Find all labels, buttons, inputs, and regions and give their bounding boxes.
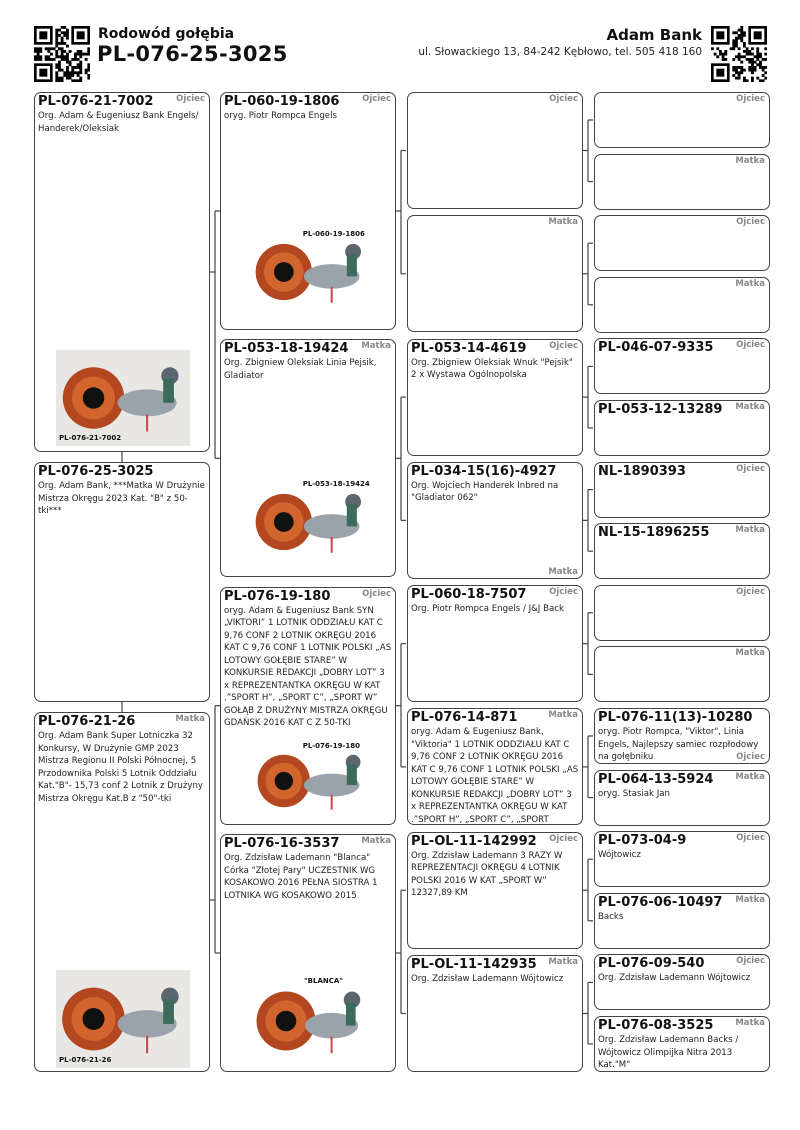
dam-photo <box>56 970 190 1068</box>
photo-caption: "BLANCA" <box>304 977 343 985</box>
pigeon-description: Org. Zbigniew Oleksiak Wnuk "Pejsik" 2 x Wystawa Ogólnopolska <box>411 357 573 381</box>
ring-number: PL-076-06-10497 <box>598 894 723 910</box>
ancestor-card-gen4[interactable] <box>594 893 770 949</box>
sire-label: Ojciec <box>549 833 578 844</box>
ancestor-card-gen3[interactable] <box>407 92 583 209</box>
ring-number: NL-1890393 <box>598 463 686 479</box>
ancestor-card-gen4[interactable] <box>594 154 770 210</box>
pigeon-description: Org. Zdzisław Lademann Wójtowicz <box>411 974 564 984</box>
pigeon-description: Org. Wojciech Handerek Inbred na "Gladiator 062" <box>411 480 559 504</box>
pigeon-photo <box>246 478 372 566</box>
ancestor-card-gen3[interactable] <box>407 585 583 702</box>
ancestor-card-gen3[interactable] <box>407 955 583 1072</box>
pigeon-description: Org. Adam & Eugeniusz Bank Engels/ Handerek/Oleksiak <box>38 111 199 134</box>
dam-label: Matka <box>735 278 765 289</box>
dam-label: Matka <box>735 648 765 659</box>
sire-label: Ojciec <box>736 94 765 104</box>
pigeon-description: Wójtowicz <box>598 850 641 861</box>
photo-caption: PL-076-21-26 <box>59 1056 112 1064</box>
ring-number: PL-OL-11-142992 <box>411 833 537 849</box>
ancestor-card-gen4[interactable] <box>594 462 770 518</box>
ancestor-card-gen4[interactable] <box>594 708 770 764</box>
dam-label: Matka <box>548 957 578 967</box>
sire-label: Ojciec <box>736 833 765 844</box>
ring-number: PL-076-25-3025 <box>38 464 154 479</box>
ancestor-card-gen4[interactable] <box>594 954 770 1010</box>
pigeon-photo <box>246 740 372 822</box>
dam-label: Matka <box>361 341 391 352</box>
photo-caption: PL-076-19-180 <box>302 742 360 750</box>
breeder-name: Adam Bank <box>606 26 702 44</box>
ancestor-card-gen4[interactable] <box>594 646 770 702</box>
dam-label: Matka <box>361 836 391 846</box>
ancestor-card-gen4[interactable] <box>594 585 770 641</box>
pigeon-description: Org. Zdzisław Lademann 3 RAZY W REPREZENTACJI OKRĘGU 4 LOTNIK POLSKI 2016 W KAT „SPORT W” 12327,89 KM <box>411 850 563 899</box>
ancestor-card-gen4[interactable] <box>594 215 770 271</box>
ring-number: PL-076-19-180 <box>224 588 331 604</box>
dam-label: Matka <box>735 525 765 536</box>
sire-label: Ojciec <box>549 340 578 351</box>
dam-label: Matka <box>735 402 765 412</box>
pigeon-photo <box>246 228 372 316</box>
dam-label: Matka <box>548 710 578 721</box>
ancestor-card-gen4[interactable] <box>594 400 770 456</box>
ring-number: PL-060-19-1806 <box>224 94 340 109</box>
ring-number: PL-073-04-9 <box>598 833 687 849</box>
pigeon-description: oryg. Adam & Eugeniusz Bank, "Viktoria" 1 LOTNIK ODDZIAŁU KAT C 9,76 CONF 2 LOTNIK OKRĘGU 2016 KAT C 9,76 CONF 1 LOTNIK POLSKI „AS LOTOWY GOŁĘBIE STARE” W KONKURSIE REDAKCJI „DOBRY LOT” 3 x REPREZENTANTKA OKRĘGU W KAT .”SPORT H”, „SPORT C”, „SPORT <box>411 727 579 825</box>
pigeon-description: oryg. Piotr Rompca, "Viktor", Linia Engels, Najlepszy samiec rozpłodowy na gołębniku <box>598 727 759 762</box>
pigeon-ring-number: PL-076-25-3025 <box>97 42 288 66</box>
dam-label: Matka <box>548 217 578 228</box>
pigeon-description: Org. Zbigniew Oleksiak Linia Pejsik, Gladiator <box>224 358 377 381</box>
sire-label: Ojciec <box>736 956 765 967</box>
ring-number: PL-060-18-7507 <box>411 587 527 603</box>
pigeon-description: oryg. Stasiak Jan <box>598 788 670 799</box>
ancestor-card-gen3[interactable] <box>407 832 583 949</box>
dam-label: Matka <box>735 894 765 905</box>
document-title: Rodowód gołębia <box>98 26 235 42</box>
pigeon-description: Org. Adam Bank Super Lotniczka 32 Konkursy, W Drużynie GMP 2023 Mistrza Regionu II Polski Północnej, 5 Przodownika Polski 5 Lotnik Oddziału Kat."B"- 15,73 conf 2 Lotnik z Drużyny Mistrza Okręgu Kat.B z "50"-tki <box>38 731 203 804</box>
breeder-address: ul. Słowackiego 13, 84-242 Kębłowo, tel. 505 418 160 <box>418 46 702 58</box>
sire-label: Ojciec <box>736 586 765 597</box>
sire-label: Ojciec <box>736 340 765 351</box>
ancestor-card-gen4[interactable] <box>594 277 770 333</box>
ancestor-card-gen4[interactable] <box>594 338 770 394</box>
ancestor-card-gen4[interactable] <box>594 770 770 826</box>
pigeon-description: oryg. Adam & Eugeniusz Bank SYN „VIKTORI” 1 LOTNIK ODDZIAŁU KAT C 9,76 CONF 2 LOTNIK OKRĘGU 2016 KAT C 9,76 CONF 1 LOTNIK POLSKI „AS LOTOWY GOŁĘBIE STARE” W KONKURSIE REDAKCJI „DOBRY LOT” 3 x REPREZENTANTKA OKRĘGU W KAT .”SPORT H”, „SPORT C”, „SPORT W” GOŁĄB Z DRUŻYNY MISTRZA OKRĘGU GDAŃSK 2016 KAT C Z 50-TKI <box>224 605 392 729</box>
ancestor-card-gen4[interactable] <box>594 831 770 887</box>
ancestor-card-gen3[interactable] <box>407 708 583 825</box>
pigeon-description: Org. Zdzisław Lademann Wójtowicz <box>598 973 751 984</box>
ring-number: PL-076-11(13)-10280 <box>598 710 753 725</box>
photo-caption: PL-076-21-7002 <box>59 434 122 442</box>
ancestor-card-gen4[interactable] <box>594 92 770 148</box>
ancestor-card-gen4[interactable] <box>594 1016 770 1072</box>
subject-card[interactable] <box>34 462 210 702</box>
pigeon-photo <box>250 975 370 1067</box>
ring-number: PL-076-08-3525 <box>598 1018 714 1033</box>
pigeon-description: Org. Zdzisław Lademann Backs / Wójtowicz Olimpijka Nitra 2013 Kat."M" <box>598 1035 739 1070</box>
sire-label: Ojciec <box>176 94 205 104</box>
sire-label: Ojciec <box>549 587 578 598</box>
sire-label: Ojciec <box>362 588 391 599</box>
pigeon-description: Org. Zdzisław Lademann "Blanca" Córka "Złotej Pary" UCZESTNIK WG KOSAKOWO 2016 PEŁNA SIOSTRA 1 LOTNIKA WG KOSAKOWO 2015 <box>224 853 378 901</box>
sire-label: Ojciec <box>549 94 578 104</box>
sire-label: Ojciec <box>736 752 765 762</box>
ancestor-card-gen4[interactable] <box>594 523 770 579</box>
ancestor-card-gen3[interactable] <box>407 462 583 579</box>
ancestor-card-gen3[interactable] <box>407 339 583 456</box>
pigeon-description: Backs <box>598 911 624 922</box>
sire-photo <box>56 350 190 446</box>
ring-number: PL-076-14-871 <box>411 710 518 726</box>
pigeon-description: Org. Piotr Rompca Engels / J&J Back <box>411 604 564 615</box>
ring-number: NL-15-1896255 <box>598 525 710 541</box>
pigeon-description: Org. Adam Bank, ***Matka W Drużynie Mistrza Okręgu 2023 Kat. "B" z 50-tki*** <box>38 481 205 516</box>
ring-number: PL-076-09-540 <box>598 956 705 972</box>
sire-label: Ojciec <box>736 217 765 228</box>
ring-number: PL-034-15(16)-4927 <box>411 463 557 479</box>
ring-number: PL-053-18-19424 <box>224 341 349 357</box>
ring-number: PL-053-12-13289 <box>598 402 723 417</box>
ring-number: PL-OL-11-142935 <box>411 957 537 972</box>
sire-label: Ojciec <box>362 94 391 104</box>
pigeon-description: oryg. Piotr Rompca Engels <box>224 111 337 121</box>
photo-caption: PL-060-19-1806 <box>302 230 365 238</box>
ring-number: PL-064-13-5924 <box>598 771 714 787</box>
ring-number: PL-046-07-9335 <box>598 340 714 356</box>
ring-number: PL-053-14-4619 <box>411 340 527 356</box>
ring-number: PL-076-16-3537 <box>224 836 340 851</box>
ring-number: PL-076-21-7002 <box>38 94 154 109</box>
dam-label: Matka <box>735 155 765 166</box>
dam-label: Matka <box>735 771 765 782</box>
ancestor-card-gen3[interactable] <box>407 215 583 332</box>
dam-label: Matka <box>175 714 205 724</box>
sire-label: Ojciec <box>736 463 765 474</box>
dam-label: Matka <box>548 566 578 577</box>
dam-label: Matka <box>735 1018 765 1028</box>
ring-number: PL-076-21-26 <box>38 714 136 729</box>
photo-caption: PL-053-18-19424 <box>302 480 370 488</box>
